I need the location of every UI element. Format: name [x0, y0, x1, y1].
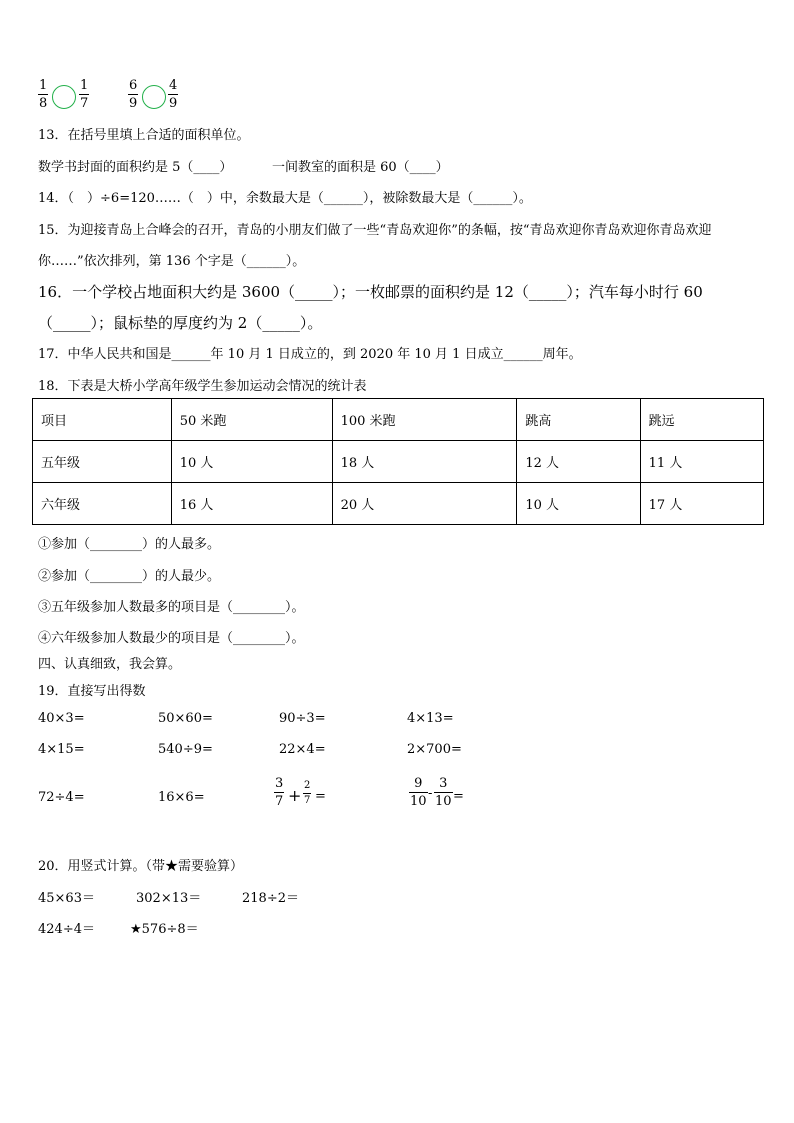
q15-line1: 15．为迎接青岛上合峰会的召开，青岛的小朋友们做了一些“青岛欢迎你”的条幅，按“青岛欢迎你青岛欢迎你青岛欢迎: [38, 223, 712, 238]
calc-item: 4×15=: [38, 742, 85, 757]
table-row: [33, 441, 764, 483]
table-row: [33, 483, 764, 525]
table-cell: 50 米跑: [171, 399, 332, 441]
calc-item: 424÷4＝: [38, 922, 95, 937]
compare-circle[interactable]: [52, 85, 76, 109]
operator: -: [428, 786, 433, 801]
fraction: 2 7: [304, 780, 311, 806]
q13-line2: 一间教室的面积是 60（____）: [272, 160, 449, 175]
fraction: 6 9: [129, 78, 138, 111]
calc-item: ★576÷8＝: [130, 922, 199, 937]
table-cell: 10 人: [517, 483, 640, 525]
q13-title: 13．在括号里填上合适的面积单位。: [38, 128, 250, 143]
calc-item: 302×13＝: [136, 891, 202, 906]
table-cell: 17 人: [640, 483, 763, 525]
calc-item: 22×4=: [279, 742, 326, 757]
table-cell: 16 人: [171, 483, 332, 525]
q18-sub1: ①参加（________）的人最多。: [38, 537, 221, 552]
q15-line2: 你……”依次排列，第 136 个字是（______）。: [38, 254, 306, 269]
equals: =: [315, 789, 326, 804]
table-cell: 五年级: [33, 441, 172, 483]
calc-item: 540÷9=: [158, 742, 213, 757]
table-cell: 跳远: [640, 399, 763, 441]
section-heading: 四、认真细致，我会算。: [38, 657, 182, 672]
fraction: 4 9: [169, 78, 178, 111]
calc-item: 50×60=: [158, 711, 213, 726]
equals: =: [453, 789, 464, 804]
fraction: 1 7: [80, 78, 89, 111]
q14-text: 14．（ ）÷6=120……（ ）中，余数最大是（______），被除数最大是（______）。: [38, 191, 532, 206]
calc-item: 2×700=: [407, 742, 462, 757]
table-cell: 100 米跑: [332, 399, 517, 441]
table-cell: 11 人: [640, 441, 763, 483]
stats-table: [32, 398, 764, 525]
fraction: 9 10: [410, 776, 427, 809]
calc-item: 40×3=: [38, 711, 85, 726]
table-header-row: [33, 399, 764, 441]
table-cell: 12 人: [517, 441, 640, 483]
q16-line2: （_____）；鼠标垫的厚度约为 2（_____）。: [38, 314, 323, 332]
calc-item: 16×6=: [158, 790, 205, 805]
table-cell: 跳高: [517, 399, 640, 441]
q16-line1: 16．一个学校占地面积大约是 3600（_____）；一枚邮票的面积约是 12（_____）；汽车每小时行 60: [38, 283, 703, 301]
calc-item: 72÷4=: [38, 790, 85, 805]
q18-sub4: ④六年级参加人数最少的项目是（________）。: [38, 631, 305, 646]
compare-circle[interactable]: [142, 85, 166, 109]
calc-item: 218÷2＝: [242, 891, 299, 906]
table-cell: 10 人: [171, 441, 332, 483]
q18-sub2: ②参加（________）的人最少。: [38, 569, 221, 584]
q18-sub3: ③五年级参加人数最多的项目是（________）。: [38, 600, 305, 615]
operator: +: [288, 786, 302, 805]
q13-line1: 数学书封面的面积约是 5（____）: [38, 160, 233, 175]
fraction: 3 10: [435, 776, 452, 809]
table-cell: 18 人: [332, 441, 517, 483]
table-cell: 项目: [33, 399, 172, 441]
table-cell: 六年级: [33, 483, 172, 525]
q18-title: 18．下表是大桥小学高年级学生参加运动会情况的统计表: [38, 379, 367, 394]
fraction: 1 8: [39, 78, 48, 111]
q20-title: 20．用竖式计算。（带★需要验算）: [38, 859, 244, 874]
q17-text: 17．中华人民共和国是______年 10 月 1 日成立的，到 2020 年 10 月 1 日成立______周年。: [38, 347, 582, 362]
table-cell: 20 人: [332, 483, 517, 525]
fraction: 3 7: [275, 776, 284, 809]
calc-item: 4×13=: [407, 711, 454, 726]
q19-title: 19．直接写出得数: [38, 684, 146, 699]
calc-item: 45×63＝: [38, 891, 95, 906]
calc-item: 90÷3=: [279, 711, 326, 726]
